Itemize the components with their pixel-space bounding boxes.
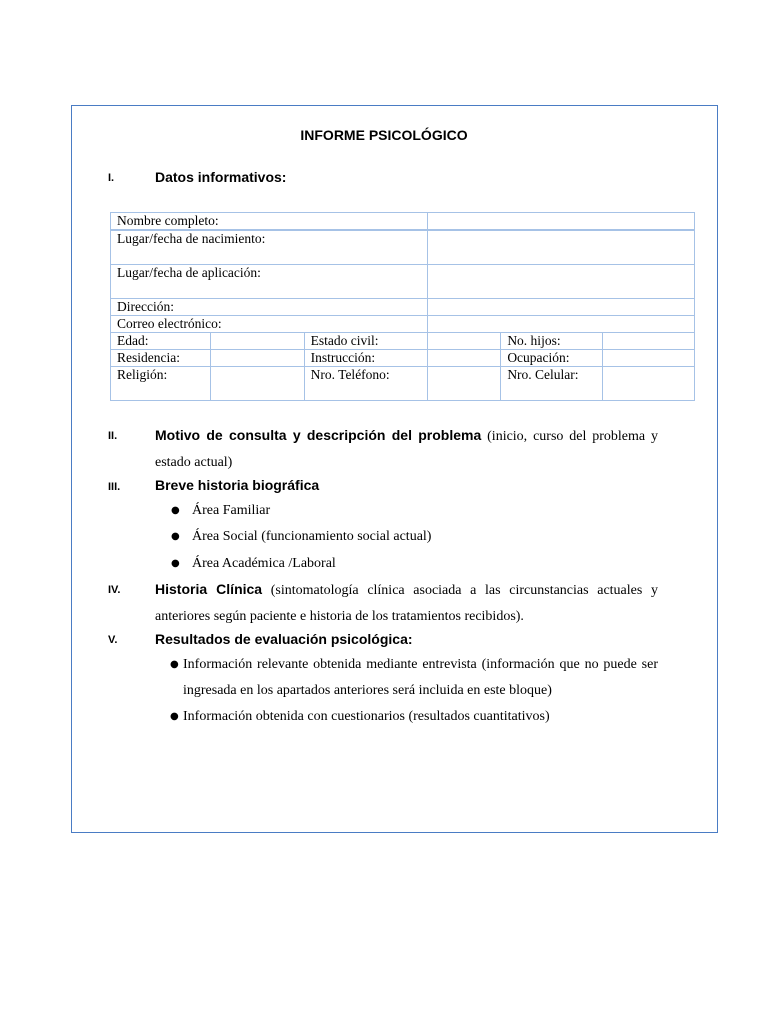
label-lugar-fecha-nacimiento: Lugar/fecha de nacimiento: bbox=[111, 230, 428, 264]
list-item-area-social: Área Social (funcionamiento social actual) bbox=[192, 529, 432, 544]
section-2 bbox=[155, 422, 658, 476]
bullet-dot-icon: ● bbox=[170, 659, 179, 670]
label-no-hijos: No. hijos: bbox=[501, 332, 603, 349]
section-4-heading: Historia Clínica bbox=[155, 581, 263, 597]
datos-informativos-table bbox=[110, 212, 695, 401]
value-nro-celular bbox=[603, 366, 695, 400]
value-residencia bbox=[210, 349, 304, 366]
list-item-cuestionarios: Información obtenida con cuestionarios (resultados cuantitativos) bbox=[183, 709, 550, 724]
bullet-dot-icon: ● bbox=[171, 531, 180, 542]
section-3-heading: Breve historia biográfica bbox=[155, 477, 320, 493]
value-lugar-fecha-nacimiento bbox=[427, 230, 694, 264]
bullet-dot-icon: ● bbox=[170, 711, 179, 722]
label-direccion: Dirección: bbox=[111, 298, 428, 315]
section-1-heading: Datos informativos: bbox=[155, 169, 287, 185]
section-1-number: I. bbox=[108, 172, 115, 184]
value-correo-electronico bbox=[427, 315, 694, 332]
section-5-number: V. bbox=[108, 634, 118, 646]
section-4-number: IV. bbox=[108, 584, 121, 596]
section-3-number: III. bbox=[108, 481, 121, 493]
section-1 bbox=[155, 164, 658, 192]
label-nro-telefono: Nro. Teléfono: bbox=[304, 366, 427, 400]
list-item-area-familiar: Área Familiar bbox=[192, 503, 271, 518]
label-nro-celular: Nro. Celular: bbox=[501, 366, 603, 400]
bullet-dot-icon: ● bbox=[171, 505, 180, 516]
value-lugar-fecha-aplicacion bbox=[427, 264, 694, 298]
value-nro-telefono bbox=[427, 366, 501, 400]
value-religion bbox=[210, 366, 304, 400]
label-religion: Religión: bbox=[111, 366, 211, 400]
document-title: INFORME PSICOLÓGICO bbox=[300, 127, 468, 143]
section-5-heading: Resultados de evaluación psicológica: bbox=[155, 631, 413, 647]
section-2-text: (inicio, curso del problema y estado actual) bbox=[155, 429, 659, 470]
section-5 bbox=[155, 626, 658, 654]
section-2-heading: Motivo de consulta y descripción del problema bbox=[155, 427, 482, 443]
bullet-dot-icon: ● bbox=[171, 558, 180, 569]
value-no-hijos bbox=[603, 332, 695, 349]
list-item-entrevista: Información relevante obtenida mediante entrevista (información que no puede ser ingresada en los apartados anteriores será incluida en este bloque) bbox=[183, 657, 658, 698]
label-correo-electronico: Correo electrónico: bbox=[111, 315, 428, 332]
value-edad bbox=[210, 332, 304, 349]
label-lugar-fecha-aplicacion: Lugar/fecha de aplicación: bbox=[111, 264, 428, 298]
value-instruccion bbox=[427, 349, 501, 366]
value-estado-civil bbox=[427, 332, 501, 349]
label-instruccion: Instrucción: bbox=[304, 349, 427, 366]
list-item-area-academica: Área Académica /Laboral bbox=[192, 556, 336, 571]
section-4-text: (sintomatología clínica asociada a las circunstancias actuales y anteriores según paciente e historia de los tratamientos recibidos). bbox=[155, 583, 658, 624]
label-ocupacion: Ocupación: bbox=[501, 349, 603, 366]
value-nombre-completo bbox=[427, 213, 694, 231]
label-nombre-completo: Nombre completo: bbox=[111, 213, 428, 231]
section-4 bbox=[155, 576, 658, 630]
value-ocupacion bbox=[603, 349, 695, 366]
label-estado-civil: Estado civil: bbox=[304, 332, 427, 349]
label-edad: Edad: bbox=[111, 332, 211, 349]
label-residencia: Residencia: bbox=[111, 349, 211, 366]
section-2-number: II. bbox=[108, 430, 118, 442]
value-direccion bbox=[427, 298, 694, 315]
section-3 bbox=[155, 472, 658, 500]
